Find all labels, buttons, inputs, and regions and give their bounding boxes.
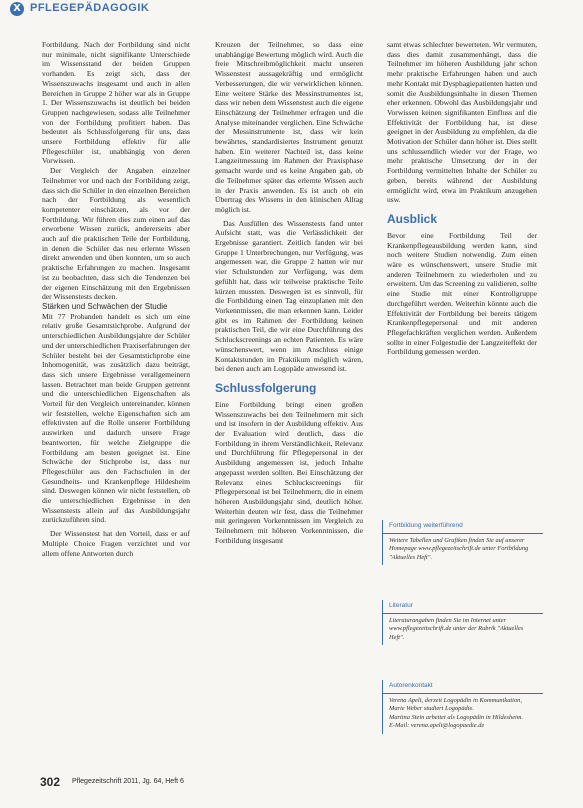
- author-line: Martina Stein arbeitet als Logopädin in Hildesheim.: [389, 713, 524, 721]
- column-3: [387, 40, 537, 357]
- column-1: [42, 40, 190, 558]
- paragraph: Das Ausfüllen des Wissenstests fand unter Aufsicht statt, was die Verlässlichkeit der Ergebnisse garantiert. Zeitlich fanden wir bei Gruppe 1 Unterbrechungen, nur Verfügung, was angemessen war, die Gruppe 2 hatten wir nur vier Schulstunden zur Verfügung, was dem gefühlt hat, dass wir teilweise praktische Teile kürzen mussten. Deswegen ist es sinnvoll, für die Fortbildung einen Tag einzuplanen mit den Vorkenntnissen, die man erkennen kann. Leider gibt es im Rahmen der Fortbildung keinen praktischen Teil, die wir eine Durchführung des Schluckscreenings an echten Patienten. Es wäre wünschenswert, wenn im Anschluss einige Kontaktstunden im Praktikum möglich wären, bei denen auch am Logopäde anwesend ist.: [215, 218, 363, 374]
- paragraph: Eine Fortbildung bringt einen großen Wissenszuwachs bei den Teilnehmern mit sich und ist insofern in der Ausbildung effektiv. Aus der Evaluation wird deutlich, dass die Fortbildung in ihrem Verständlichkeit, Relevanz und Durchführung für Pflegepersonal in der Ausbildung angemessen ist, jedoch Inhalte angepasst werden sollten. Bei Einschätzung der Relevanz eines Schluckscreenings für Pflegepersonal ist bei Teilnehmern, die in einem höheren Ausbildungsjahr sind, deutlich höher. Weiterhin deuten wir fest, dass die Teilnehmer mit geringeren Vorkenntnissen im Vergleich zu Teilnehmern mit höheren Vorkenntnissen, die Fortbildung insgesamt: [215, 399, 363, 545]
- paragraph: samt etwas schlechter bewerteten. Wir vermuten, dass dies damit zusammenhängt, dass die Teilnehmer im höheren Ausbildung jahr schon mehr praktische Erfahrungen haben und auch mehr Kontakt mit Dysphagiepatienten hatten und somit die Ausbildungsinhalte in diesen Themen eher erkennen. Obwohl das Ausbildungsjahr und Vorwissen keinen signifikanten Einfluss auf die Effektivität der Fortbildung hat, ist diese geeignet in der Ausbildung zu empfehlen, da die Motivation der Schüler dann höher ist. Dies stellt uns schlussendlich wieder vor der Frage, wo mehr praktische Umsetzung der in der Fortbildung vermittelten Inhalte der Schüler zu geben, bereits während der Ausbildung ermöglicht wird, etwa im Praktikum anzugehen usw.: [387, 40, 537, 205]
- section-title: PFLEGEPÄDAGOGIK: [30, 2, 150, 14]
- subheading: Stärken und Schwächen der Studie: [42, 301, 168, 311]
- section-x-icon: X: [10, 2, 24, 16]
- info-box-literature: [382, 600, 543, 645]
- section-heading-conclusion: Schlussfolgerung: [215, 380, 317, 395]
- info-box-further: [382, 520, 543, 565]
- section-heading-outlook: Ausblick: [387, 211, 438, 226]
- box-body: [383, 694, 543, 734]
- paragraph: Kreuzen der Teilnehmer, so dass eine unabhängige Bewertung möglich wird. Auch die freie Mitschreibmöglichkeit macht unseren Wissenstest aussagekräftig und ermöglicht Verbesserungen, die wir verwirklichen können. Eine weitere Stärke des Messinstrumentes ist, dass wir neben dem Wissenstest auch die eigene Einschätzung der Teilnehmer erfragen und die Analyse miteinander verglichen. Eine Schwäche der Messinstrumente ist, dass wir kein bewährtes, standardisiertes Instrument genutzt haben. Ein weiterer Nachteil ist, dass keine Langzeitmessung im Rahmen der Praxisphase gemacht wurde und es keine Angaben gab, ob die Teilnehmer später das erlernte Wissen auch in der Praxis anwenden. Es ist auch ob ein Übertrag des Wissens in den klinischen Alltag möglich ist.: [215, 40, 363, 214]
- box-body: Weitere Tabellen und Grafiken finden Sie auf unserer Homepage www.pflegezeitschrift.de unter Fortbildung "Aktuelles Heft".: [389, 536, 529, 561]
- paragraph: Der Vergleich der Angaben einzelner Teilnehmer vor und nach der Fortbildung zeigt, dass sich die Schüler in den einzelnen Bereichen nach der Fortbildung als wesentlich kompetenter einschätzen, als vor der Fortbildung. Wir führen dies zum einen auf das erworbene Wissen zurück, andererseits aber auch auf die praktischen Teile der Fortbildung, in denen die Schüler das neu erlernte Wissen direkt anwenden und üben konnten, um so auch praktische Erfahrungen zu machen. Insgesamt ist zu beobachten, dass sich die Tendenzen bei der eigenen Einschätzung mit den Ergebnissen der Wissenstests decken.: [42, 166, 190, 302]
- author-email: E-Mail: verena.apelt@logopaedie.de: [389, 722, 485, 729]
- column-2: [215, 40, 363, 545]
- journal-source: Pflegezeitschrift 2011, Jg. 64, Heft 6: [72, 778, 184, 785]
- paragraph: Mit 77 Probanden handelt es sich um eine relativ große Gesamtstichprobe. Aufgrund der unterschiedlichen Ausbildungsjahre der Schüler und der unterschiedlichen Praxiserfahrungen der Schüler besteht bei der Gesamtstichprobe eine Inhomogenität, was zusätzlich dazu beiträgt, dass sich unsere Ergebnisse verallgemeinern lassen. Betrachtet man beide Gruppen getrennt und die unterschiedlichen Eigenschaften als Vorteil für den Vergleich untereinander, können wir feststellen, welche Eigenschaften sich am effektivsten auf die Rolle unserer Fortbildung auswirken und dadurch unsere Frage beantworten, für welche Zielgruppe die Fortbildung am besten geeignet ist. Eine Schwäche der Stichprobe ist, dass nur Pflegeschüler aus den Fachschulen in der Gesundheits- und Krankenpflege Hildesheim sind. Deswegen können wir nicht feststellen, ob die unterschiedlichen Ergebnisse in den Wissenstests allein auf das Ausbildungsjahr zurückzuführen sind.: [42, 311, 190, 525]
- box-title: Literatur: [383, 600, 543, 614]
- box-title: Autorenkontakt: [383, 680, 543, 694]
- page-number: 302: [40, 775, 61, 789]
- page-header: [0, 0, 583, 20]
- box-body: Literaturangaben finden Sie im Internet unter www.pflegezeitschrift.de unter der Rubrik "Aktuelles Heft".: [389, 616, 524, 641]
- paragraph: Bevor eine Fortbildung Teil der Krankenpflegeausbildung werden kann, sind noch weitere Studien notwendig. Zum einen wäre es wünschenswert, unsere Studie mit anderen Teilnehmern zu wiederholen und zu erweitern. Um das Screening zu validieren, sollte eine Studie mit einer Kontrollgruppe durchgeführt werden. Weiterhin könnte auch die Effektivität der Fortbildung bei bereits tätigem Krankenpflegepersonal und mit anderen Pflegefachkräften verglichen werden. Außerdem sollte in einer Folgestudie der Langzeiteffekt der Fortbildung gemessen werden.: [387, 230, 537, 357]
- paragraph: Der Wissenstest hat den Vorteil, dass er auf Multiple Choice Fragen verzichtet und vor allem offene Antworten durch: [42, 529, 190, 558]
- author-line: Verena Apelt, derzeit Logopädin in Kommunikation,: [389, 696, 522, 704]
- info-box-author-contact: [382, 680, 543, 734]
- author-line: Marie Weber studiert Logopädie.: [389, 705, 474, 712]
- paragraph: Fortbildung. Nach der Fortbildung sind nicht nur minimale, nicht signifikante Unterschiede im Wissensstand der beiden Gruppen vorhanden. Es zeigt sich, dass der Wissenszuwachs insgesamt und auch in allen Bereichen in Gruppe 2 höher war als in Gruppe 1. Der Wissenszuwachs ist deutlich bei beiden Gruppen nachgewiesen, sodass alle Teilnehmer von der Fortbildung profitiert haben. Das bedeutet als Schlussfolgerung für uns, dass unsere Fortbildung effektiv für alle Pflegeschüler ist, unabhängig von deren Vorwissen.: [42, 40, 190, 166]
- box-title: Fortbildung weiterführend: [383, 520, 543, 534]
